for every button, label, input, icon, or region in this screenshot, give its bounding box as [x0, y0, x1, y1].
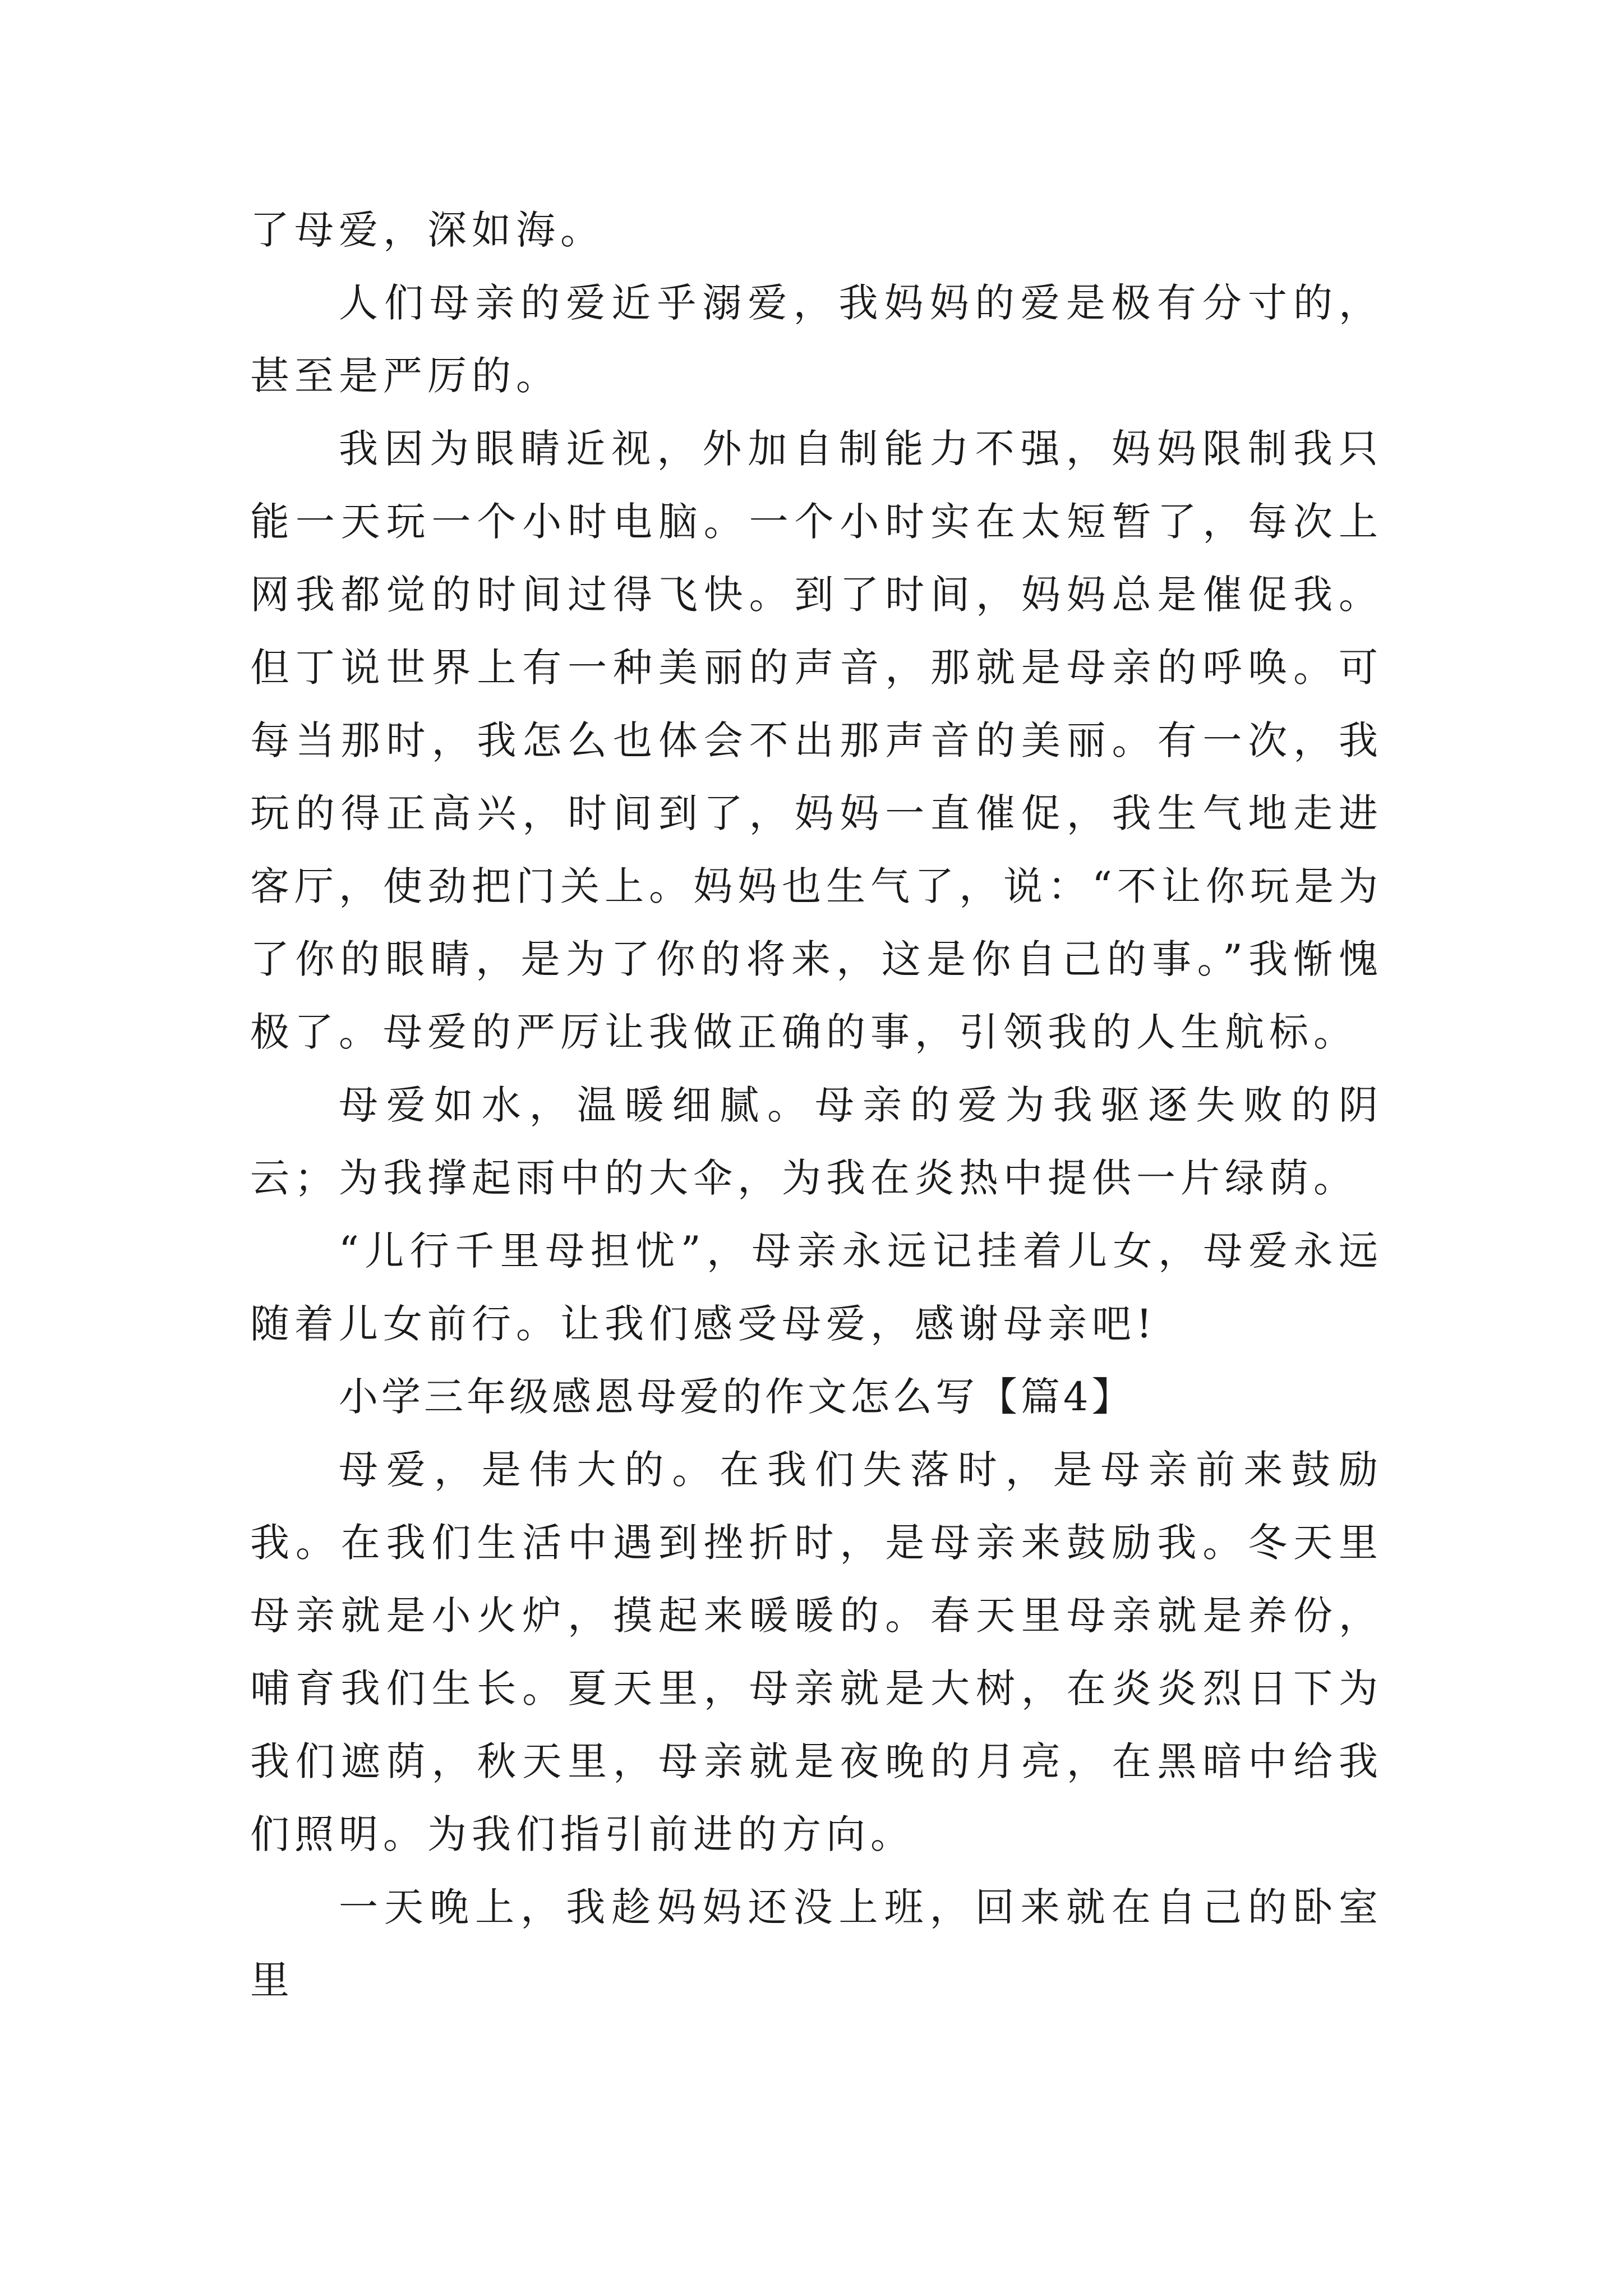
paragraph: 人们母亲的爱近乎溺爱，我妈妈的爱是极有分寸的，甚至是严厉的。 — [250, 280, 1383, 399]
paragraph: 母爱，是伟大的。在我们失落时，是母亲前来鼓励我。在我们生活中遇到挫折时，是母亲来鼓励我。冬天里母亲就是小火炉，摸起来暖暖的。春天里母亲就是养份，哺育我们生长。夏天里，母亲就是大树，在炎炎烈日下为我们遮荫，秋天里，母亲就是夜晚的月亮，在黑暗中给我们照明。为我们指引前进的方向。 — [250, 1447, 1383, 1857]
paragraph: 了母爱，深如海。 — [250, 207, 605, 253]
paragraph: 母爱如水，温暖细腻。母亲的爱为我驱逐失败的阴云；为我撑起雨中的大伞，为我在炎热中提供一片绿荫。 — [250, 1082, 1383, 1201]
paragraph: 一天晚上，我趁妈妈还没上班，回来就在自己的卧室里 — [250, 1884, 1383, 2003]
paragraph: 我因为眼睛近视，外加自制能力不强，妈妈限制我只能一天玩一个小时电脑。一个小时实在太短暂了，每次上网我都觉的时间过得飞快。到了时间，妈妈总是催促我。但丁说世界上有一种美丽的声音，那就是母亲的呼唤。可每当那时，我怎么也体会不出那声音的美丽。有一次，我玩的得正高兴，时间到了，妈妈一直催促，我生气地走进客厅，使劲把门关上。妈妈也生气了，说：“不让你玩是为了你的眼睛，是为了你的将来，这是你自己的事。”我惭愧极了。母爱的严厉让我做正确的事，引领我的人生航标。 — [250, 426, 1383, 1055]
section-heading: 小学三年级感恩母爱的作文怎么写【篇4】 — [339, 1374, 1135, 1420]
document-body — [250, 194, 1383, 2017]
paragraph: “儿行千里母担忧”，母亲永远记挂着儿女，母爱永远随着儿女前行。让我们感受母爱，感谢母亲吧! — [250, 1228, 1383, 1347]
